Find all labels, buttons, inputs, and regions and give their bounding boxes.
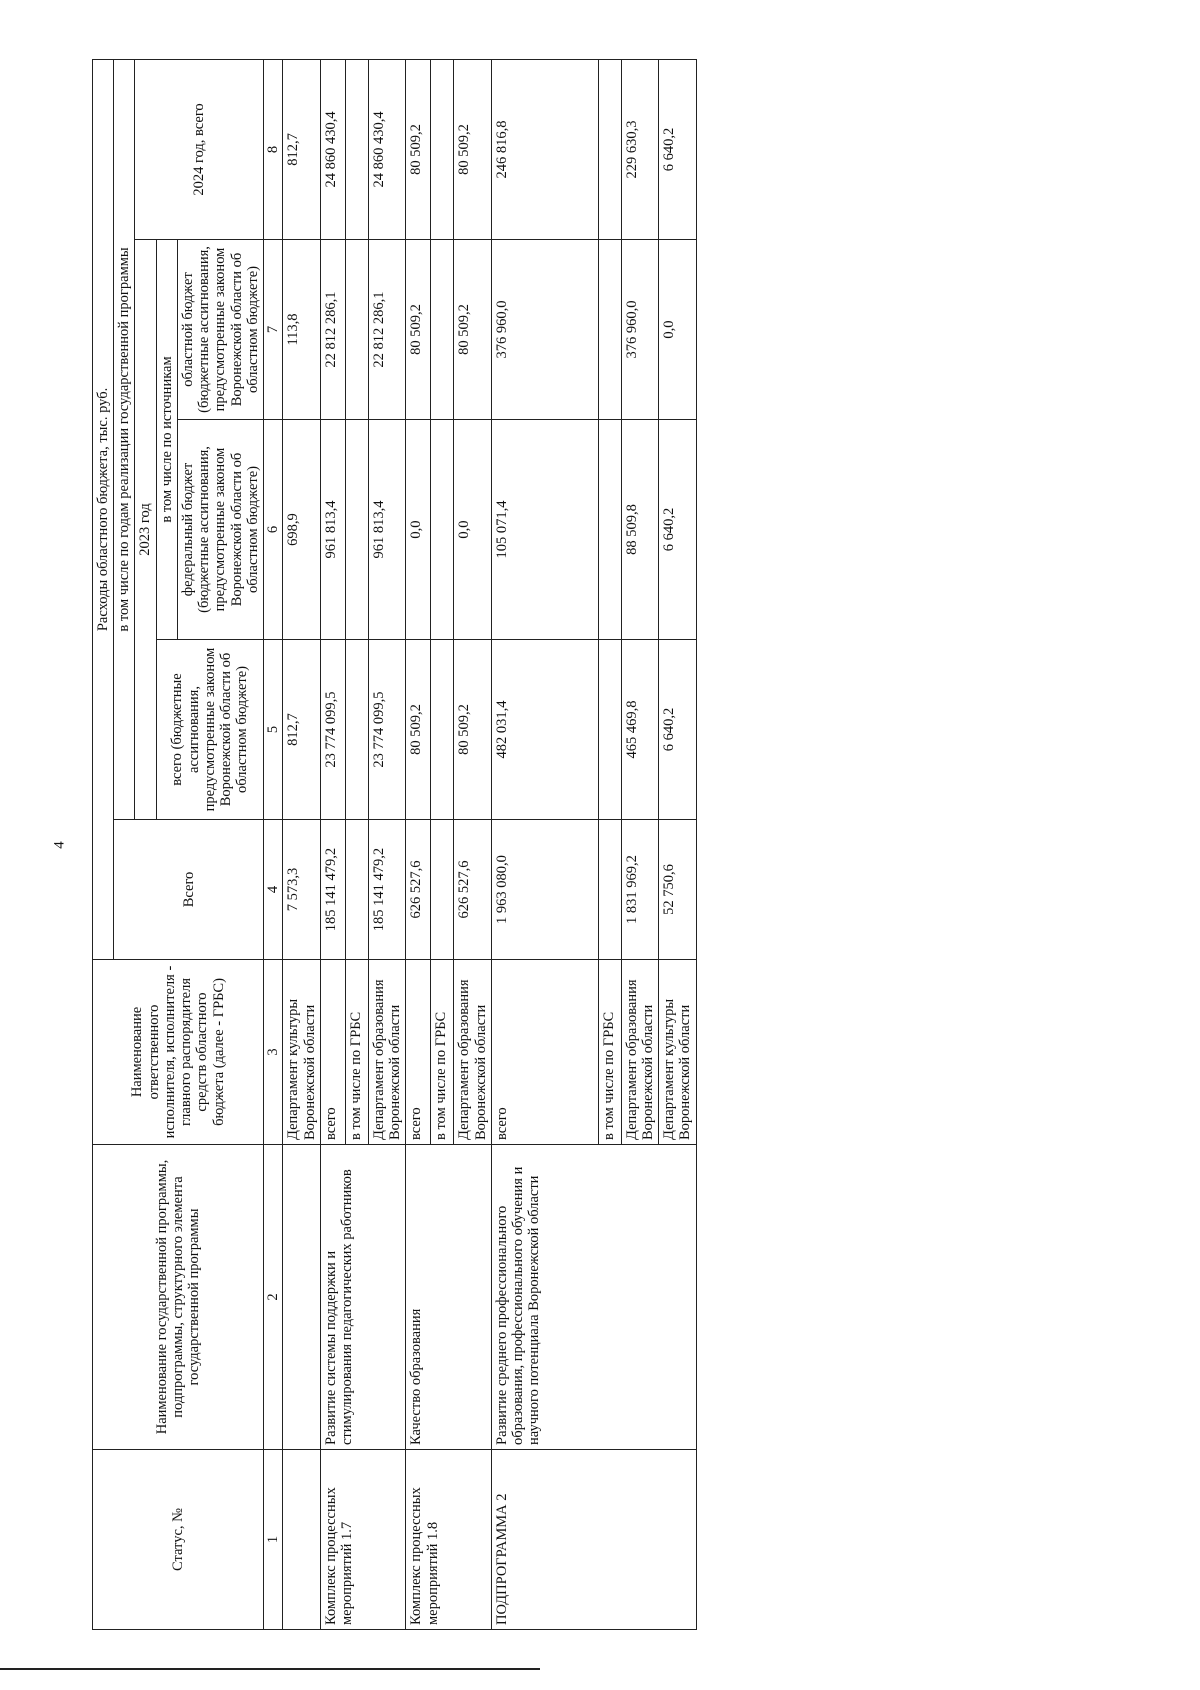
table-row [491, 59, 598, 1629]
value-2023-regional: 22 812 286,1 [368, 240, 405, 420]
header-program-name: Наименование государственной программы, подпрограммы, структурного элемента государственной программы [93, 1145, 264, 1450]
header-total-2023: всего (бюджетные ассигнования, предусмотренные законом Воронежской области об областном бюджете) [156, 640, 263, 820]
program-name-cell: Качество образования [406, 1145, 491, 1450]
executor-cell: Департамент культуры Воронежской области [659, 960, 696, 1145]
value-2024-total: 80 509,2 [406, 59, 431, 239]
header-federal: федеральный бюджет (бюджетные ассигнования, предусмотренные законом Воронежской области об областном бюджете) [177, 420, 263, 640]
header-year-2024: 2024 год, всего [135, 59, 264, 239]
bottom-rule [0, 1668, 540, 1670]
executor-cell: всего [320, 960, 345, 1145]
executor-cell: в том числе по ГРБС [598, 960, 621, 1145]
value-2023-federal: 961 813,4 [368, 420, 405, 640]
header-regional: областной бюджет (бюджетные ассигнования, предусмотренные законом Воронежской области об областном бюджете) [177, 240, 263, 420]
value-2023-total: 6 640,2 [659, 640, 696, 820]
value-total: 185 141 479,2 [368, 820, 405, 960]
value-2023-federal: 0,0 [454, 420, 491, 640]
value-2024-total: 80 509,2 [454, 59, 491, 239]
executor-cell: Департамент образования Воронежской области [454, 960, 491, 1145]
index-row [264, 59, 283, 1629]
table-row [283, 59, 320, 1629]
status-cell: ПОДПРОГРАММА 2 [491, 1450, 696, 1630]
header-by-sources: в том числе по источникам [156, 240, 177, 640]
index-cell: 4 [264, 820, 283, 960]
program-name-cell [283, 1145, 320, 1450]
executor-cell: в том числе по ГРБС [345, 960, 368, 1145]
value-total: 7 573,3 [283, 820, 320, 960]
executor-cell: всего [491, 960, 598, 1145]
value-2023-regional: 22 812 286,1 [320, 240, 345, 420]
empty-cell [345, 820, 368, 960]
value-2023-federal: 961 813,4 [320, 420, 345, 640]
value-total: 626 527,6 [454, 820, 491, 960]
empty-cell [598, 640, 621, 820]
status-cell: Комплекс процессных мероприятий 1.7 [320, 1450, 405, 1630]
empty-cell [598, 420, 621, 640]
value-2024-total: 812,7 [283, 59, 320, 239]
program-name-cell: Развитие системы поддержки и стимулирования педагогических работников [320, 1145, 405, 1450]
index-cell: 7 [264, 240, 283, 420]
table-row [406, 59, 431, 1629]
page-number: 4 [51, 841, 68, 849]
status-cell: Комплекс процессных мероприятий 1.8 [406, 1450, 491, 1630]
empty-cell [345, 240, 368, 420]
value-total: 52 750,6 [659, 820, 696, 960]
empty-cell [431, 420, 454, 640]
status-cell [283, 1450, 320, 1630]
value-2024-total: 6 640,2 [659, 59, 696, 239]
value-2023-federal: 0,0 [406, 420, 431, 640]
empty-cell [431, 820, 454, 960]
value-2023-regional: 80 509,2 [406, 240, 431, 420]
value-2023-total: 23 774 099,5 [368, 640, 405, 820]
empty-cell [345, 59, 368, 239]
value-2024-total: 246 816,8 [491, 59, 598, 239]
header-expenses-group: Расходы областного бюджета, тыс. руб. [93, 59, 114, 959]
value-total: 1 963 080,0 [491, 820, 598, 960]
empty-cell [431, 640, 454, 820]
index-cell: 1 [264, 1450, 283, 1630]
value-total: 1 831 969,2 [621, 820, 658, 960]
header-row-1 [93, 59, 114, 1629]
empty-cell [431, 59, 454, 239]
value-2023-total: 80 509,2 [406, 640, 431, 820]
index-cell: 2 [264, 1145, 283, 1450]
value-2023-regional: 0,0 [659, 240, 696, 420]
value-2023-total: 465 469,8 [621, 640, 658, 820]
index-cell: 3 [264, 960, 283, 1145]
value-2023-total: 812,7 [283, 640, 320, 820]
value-2023-regional: 80 509,2 [454, 240, 491, 420]
executor-cell: в том числе по ГРБС [431, 960, 454, 1145]
value-2024-total: 24 860 430,4 [320, 59, 345, 239]
empty-cell [345, 420, 368, 640]
value-total: 185 141 479,2 [320, 820, 345, 960]
executor-cell: всего [406, 960, 431, 1145]
header-year-2023: 2023 год [135, 240, 156, 820]
value-2023-federal: 88 509,8 [621, 420, 658, 640]
value-2023-regional: 376 960,0 [491, 240, 598, 420]
index-cell: 8 [264, 59, 283, 239]
program-name-cell: Развитие среднего профессионального образования, профессионального обучения и научного потенциала Воронежской области [491, 1145, 696, 1450]
index-cell: 6 [264, 420, 283, 640]
value-total: 626 527,6 [406, 820, 431, 960]
executor-cell: Департамент образования Воронежской области [621, 960, 658, 1145]
value-2023-total: 80 509,2 [454, 640, 491, 820]
header-status: Статус, № [93, 1450, 264, 1630]
budget-table [92, 59, 697, 1630]
value-2023-federal: 105 071,4 [491, 420, 598, 640]
empty-cell [598, 240, 621, 420]
executor-cell: Департамент образования Воронежской области [368, 960, 405, 1145]
value-2023-regional: 113,8 [283, 240, 320, 420]
executor-cell: Департамент культуры Воронежской области [283, 960, 320, 1145]
header-by-years: в том числе по годам реализации государственной программы [114, 59, 135, 819]
empty-cell [345, 640, 368, 820]
table-row [320, 59, 345, 1629]
header-total: Всего [114, 820, 264, 960]
empty-cell [431, 240, 454, 420]
value-2023-federal: 6 640,2 [659, 420, 696, 640]
value-2023-total: 23 774 099,5 [320, 640, 345, 820]
empty-cell [598, 59, 621, 239]
value-2023-regional: 376 960,0 [621, 240, 658, 420]
empty-cell [598, 820, 621, 960]
value-2023-total: 482 031,4 [491, 640, 598, 820]
index-cell: 5 [264, 640, 283, 820]
value-2024-total: 24 860 430,4 [368, 59, 405, 239]
value-2023-federal: 698,9 [283, 420, 320, 640]
header-executor: Наименование ответственного исполнителя, исполнителя - главного распорядителя средств областного бюджета (далее - ГРБС) [93, 960, 264, 1145]
value-2024-total: 229 630,3 [621, 59, 658, 239]
rotated-page-content [92, 60, 1192, 1630]
